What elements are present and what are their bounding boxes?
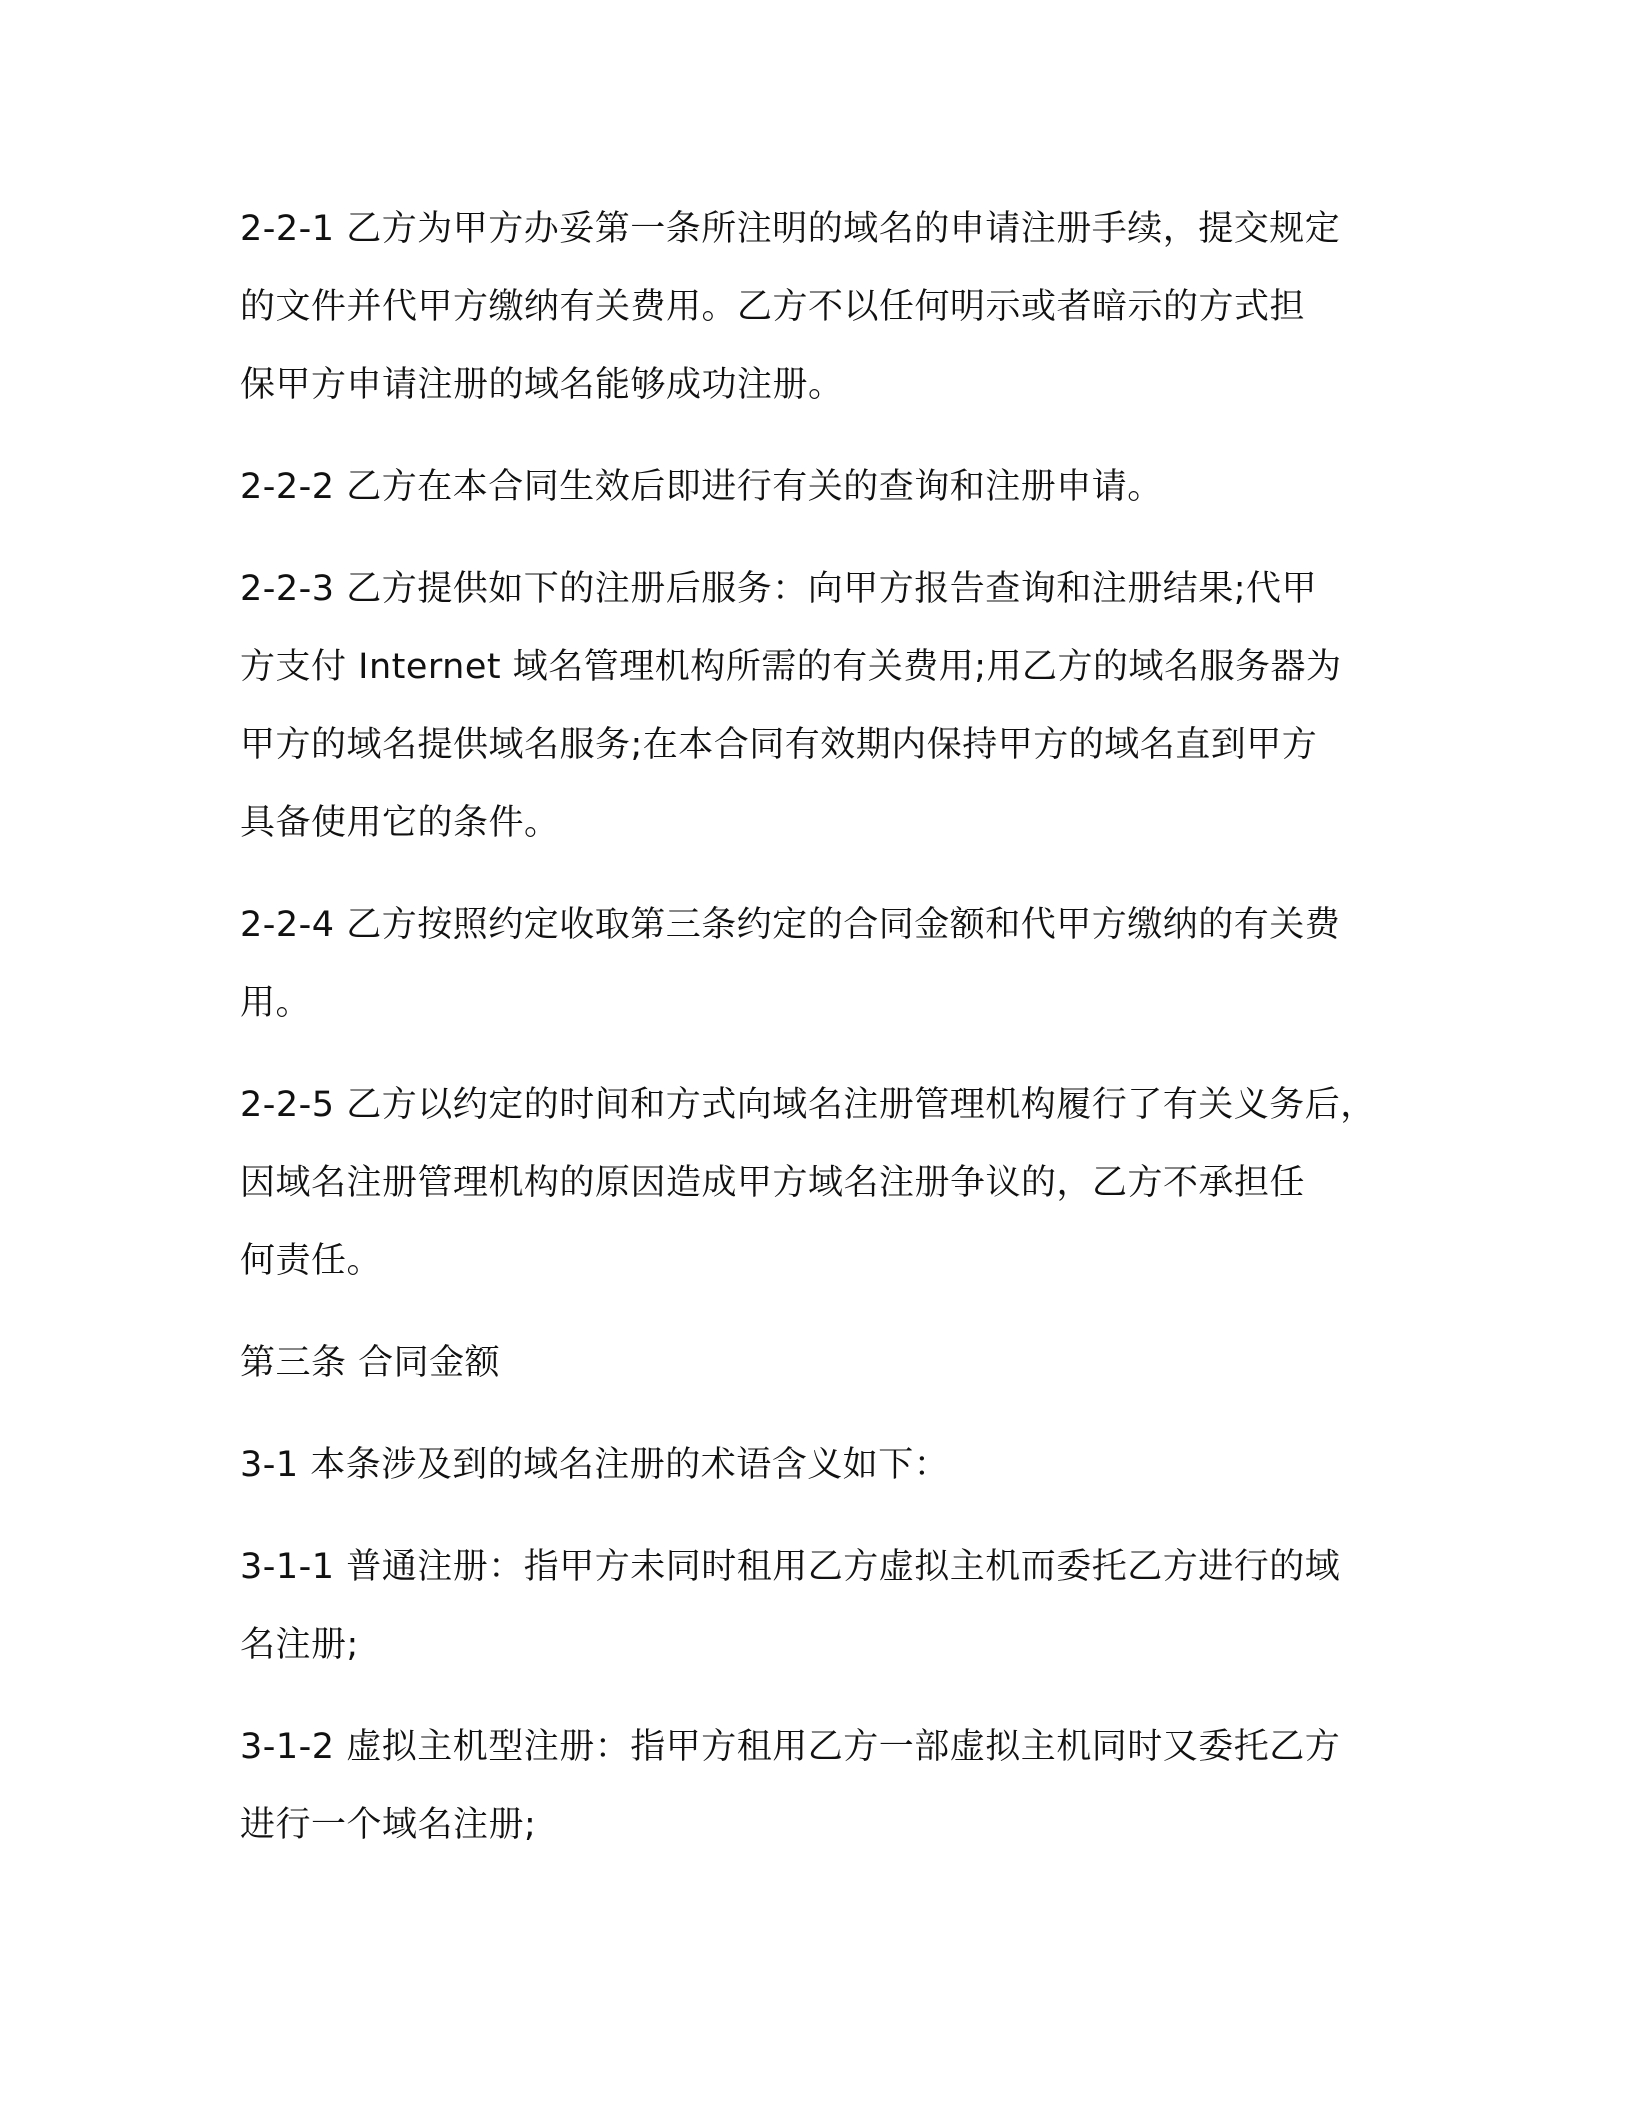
text-line: 名注册;	[240, 1625, 359, 1665]
text-line: 2-2-3 乙方提供如下的注册后服务：向甲方报告查询和注册结果;代甲	[240, 569, 1317, 609]
text-line: 2-2-5 乙方以约定的时间和方式向域名注册管理机构履行了有关义务后，	[240, 1085, 1376, 1125]
text-line: 2-2-4 乙方按照约定收取第三条约定的合同金额和代甲方缴纳的有关费	[240, 905, 1341, 945]
text-line: 3-1-1 普通注册：指甲方未同时租用乙方虚拟主机而委托乙方进行的域	[240, 1547, 1341, 1587]
clause-3-1-1	[240, 1528, 1420, 1684]
text-line: 第三条 合同金额	[240, 1343, 501, 1383]
text-line: 3-1 本条涉及到的域名注册的术语含义如下：	[240, 1445, 950, 1485]
text-line: 具备使用它的条件。	[240, 803, 560, 843]
text-line: 3-1-2 虚拟主机型注册：指甲方租用乙方一部虚拟主机同时又委托乙方	[240, 1727, 1341, 1767]
clause-2-2-1	[240, 190, 1420, 424]
article-3-heading	[240, 1324, 1420, 1402]
text-line: 2-2-1 乙方为甲方办妥第一条所注明的域名的申请注册手续，提交规定	[240, 209, 1341, 249]
text-line: 何责任。	[240, 1241, 383, 1281]
text-line: 进行一个域名注册;	[240, 1805, 537, 1845]
clause-2-2-5	[240, 1066, 1420, 1300]
text-line: 甲方的域名提供域名服务;在本合同有效期内保持甲方的域名直到甲方	[240, 725, 1318, 765]
document-page	[240, 190, 1420, 1888]
clause-3-1-2	[240, 1708, 1420, 1864]
text-line: 2-2-2 乙方在本合同生效后即进行有关的查询和注册申请。	[240, 467, 1163, 507]
clause-2-2-2	[240, 448, 1420, 526]
text-line: 的文件并代甲方缴纳有关费用。乙方不以任何明示或者暗示的方式担	[240, 287, 1306, 327]
clause-2-2-4	[240, 886, 1420, 1042]
clause-3-1	[240, 1426, 1420, 1504]
text-line: 用。	[240, 983, 312, 1023]
text-line: 因域名注册管理机构的原因造成甲方域名注册争议的，乙方不承担任	[240, 1163, 1306, 1203]
text-line: 保甲方申请注册的域名能够成功注册。	[240, 365, 844, 405]
clause-2-2-3	[240, 550, 1420, 862]
text-line: 方支付 Internet 域名管理机构所需的有关费用;用乙方的域名服务器为	[240, 647, 1342, 687]
